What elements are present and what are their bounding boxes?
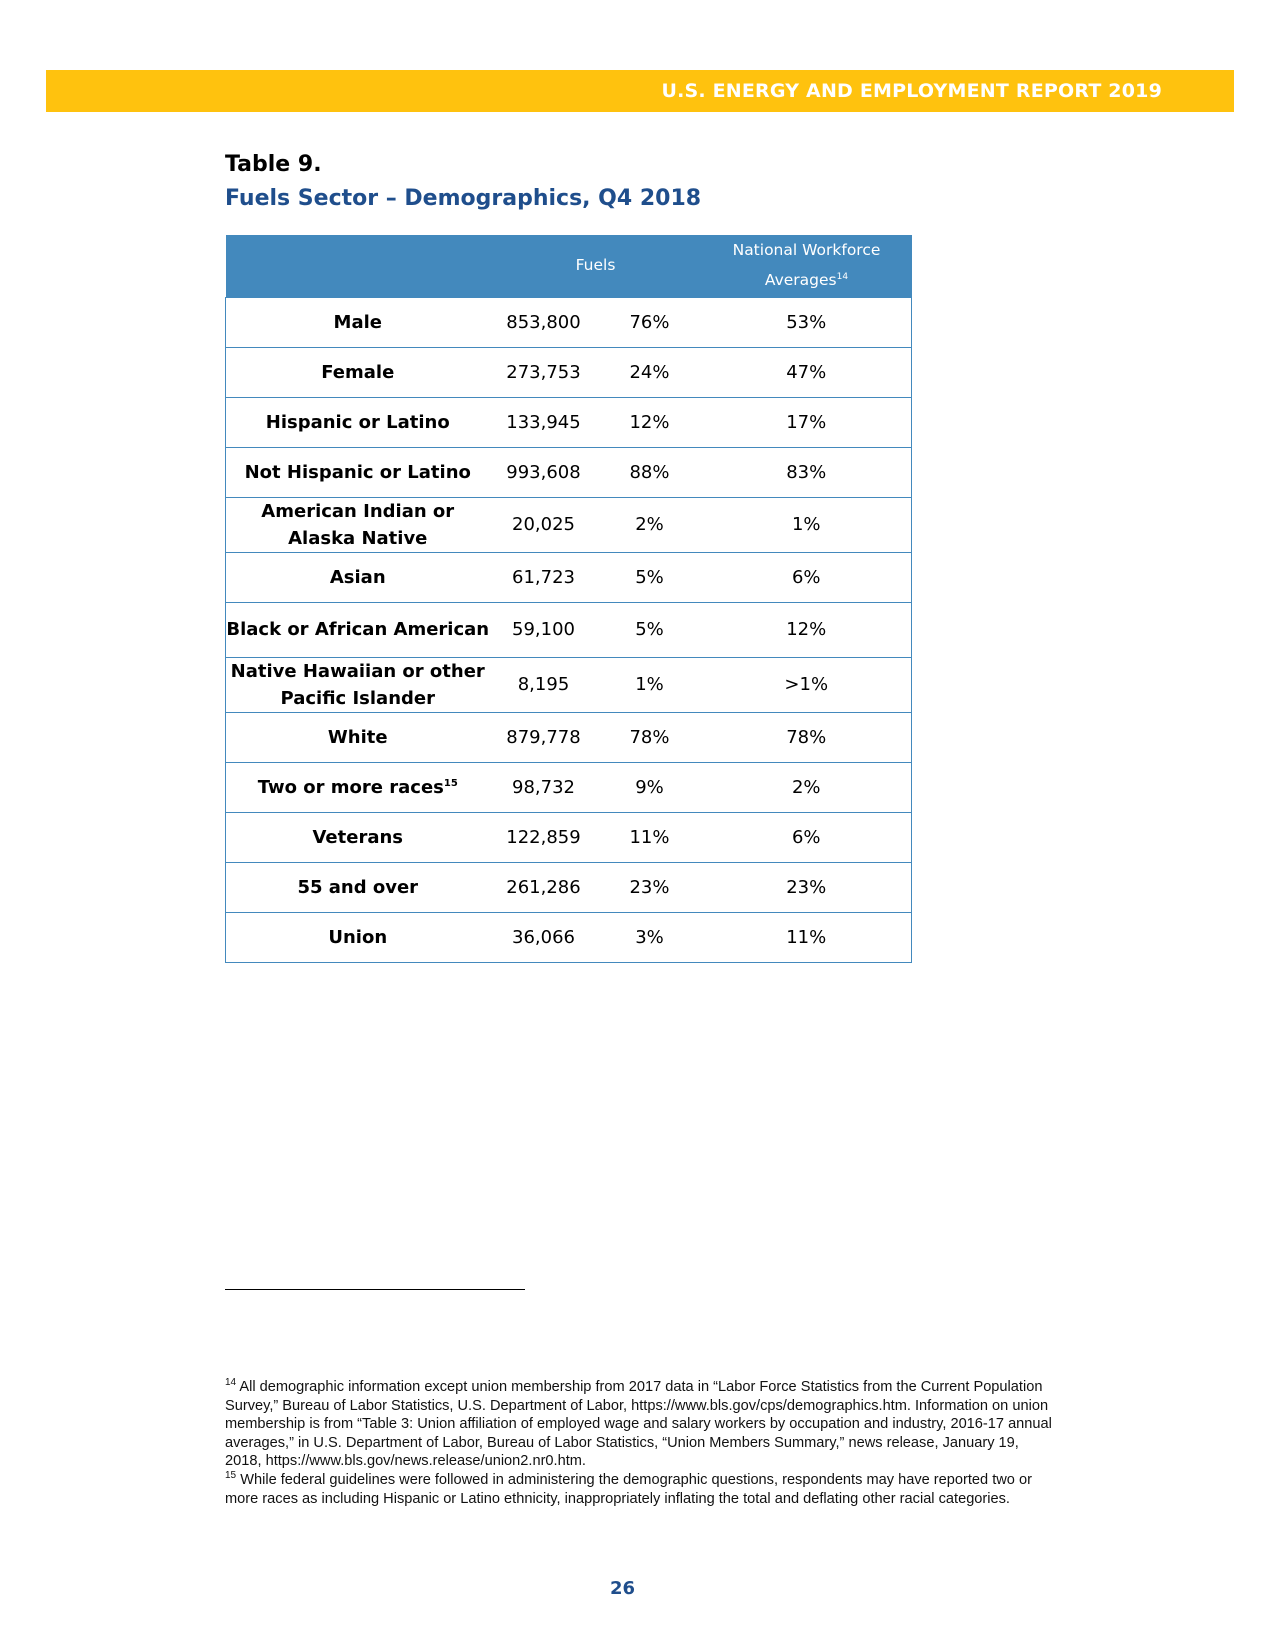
fuels-count: 853,800 (490, 297, 598, 347)
header-national-line2: Averages (764, 271, 837, 290)
row-label (226, 657, 490, 712)
table-row (226, 397, 912, 447)
report-title: U.S. ENERGY AND EMPLOYMENT REPORT 2019 (661, 80, 1162, 102)
footnote-ref-14: 14 (836, 272, 849, 283)
row-label (226, 712, 490, 762)
fuels-count: 61,723 (490, 552, 598, 602)
national-average: 1% (702, 497, 912, 552)
report-header-banner (46, 70, 1234, 112)
table-row (226, 297, 912, 347)
fuels-percent: 5% (598, 552, 702, 602)
fuels-count: 261,286 (490, 862, 598, 912)
fuels-count: 98,732 (490, 762, 598, 812)
national-average: 2% (702, 762, 912, 812)
row-label (226, 762, 490, 812)
page-number: 26 (609, 1578, 636, 1599)
fuels-count: 36,066 (490, 912, 598, 962)
fuels-percent: 2% (598, 497, 702, 552)
footnote-ref-15: 15 (443, 777, 458, 789)
header-category (226, 235, 490, 297)
row-label-text: Two or more races (257, 776, 444, 798)
table-row (226, 762, 912, 812)
national-average: 47% (702, 347, 912, 397)
table-row (226, 712, 912, 762)
table-body (226, 297, 912, 962)
row-label-text: Black or African American (226, 619, 490, 640)
national-average: >1% (702, 657, 912, 712)
fuels-count: 993,608 (490, 447, 598, 497)
table-row (226, 812, 912, 862)
fuels-percent: 9% (598, 762, 702, 812)
fuels-percent: 1% (598, 657, 702, 712)
footnote-marker: 14 (225, 1377, 237, 1389)
national-average: 11% (702, 912, 912, 962)
footnote-text: While federal guidelines were followed in administering the demographic questions, respondents may have reported two or more races as including Hispanic or Latino ethnicity, inappropriately inflating the total and deflating other racial categories. (225, 1471, 1032, 1507)
row-label-text: Female (321, 361, 395, 383)
fuels-count: 879,778 (490, 712, 598, 762)
row-label-text: Native Hawaiian or other Pacific Islander (230, 660, 485, 709)
header-fuels: Fuels (490, 235, 702, 297)
footnote-15 (225, 1471, 1055, 1508)
fuels-percent: 76% (598, 297, 702, 347)
national-average: 53% (702, 297, 912, 347)
row-label-text: American Indian or Alaska Native (261, 500, 455, 549)
row-label (226, 297, 490, 347)
fuels-percent: 24% (598, 347, 702, 397)
fuels-count: 20,025 (490, 497, 598, 552)
fuels-percent: 88% (598, 447, 702, 497)
row-label-text: Veterans (312, 826, 404, 848)
footnote-marker: 15 (225, 1470, 237, 1482)
table-title: Fuels Sector – Demographics, Q4 2018 (225, 186, 702, 211)
table-number: Table 9. (225, 152, 322, 177)
national-average: 6% (702, 552, 912, 602)
footnote-text: All demographic information except union membership from 2017 data in “Labor Force Statistics from the Current Population Survey,” Bureau of Labor Statistics, U.S. Department of Labor, https://www.bls.gov/cps/demographics.htm. Information on union membership is from “Table 3: Union affiliation of employed wage and salary workers by occupation and industry, 2016-17 annual averages,” in U.S. Department of Labor, Bureau of Labor Statistics, “Union Members Summary,” news release, January 19, 2018, https://www.bls.gov/news.release/union2.nr0.htm. (225, 1379, 1052, 1470)
row-label (226, 447, 490, 497)
table-row (226, 497, 912, 552)
row-label (226, 552, 490, 602)
row-label (226, 347, 490, 397)
fuels-count: 122,859 (490, 812, 598, 862)
national-average: 23% (702, 862, 912, 912)
row-label-text: Hispanic or Latino (265, 411, 450, 433)
fuels-percent: 5% (598, 602, 702, 657)
row-label-text: Union (328, 926, 388, 948)
fuels-count: 8,195 (490, 657, 598, 712)
footnote-divider (225, 1289, 525, 1290)
footnote-14 (225, 1378, 1055, 1471)
fuels-count: 133,945 (490, 397, 598, 447)
fuels-percent: 23% (598, 862, 702, 912)
row-label (226, 862, 490, 912)
row-label (226, 397, 490, 447)
table-row (226, 862, 912, 912)
national-average: 83% (702, 447, 912, 497)
national-average: 12% (702, 602, 912, 657)
row-label (226, 602, 490, 657)
table-row (226, 347, 912, 397)
demographics-table (225, 235, 912, 963)
row-label-text: Not Hispanic or Latino (244, 461, 471, 483)
fuels-percent: 11% (598, 812, 702, 862)
row-label-text: Male (333, 311, 382, 333)
national-average: 78% (702, 712, 912, 762)
national-average: 17% (702, 397, 912, 447)
national-average: 6% (702, 812, 912, 862)
fuels-percent: 78% (598, 712, 702, 762)
footnotes (225, 1378, 1055, 1508)
row-label-text: 55 and over (297, 876, 419, 898)
fuels-percent: 12% (598, 397, 702, 447)
row-label-text: White (327, 726, 388, 748)
table-row (226, 912, 912, 962)
fuels-count: 273,753 (490, 347, 598, 397)
row-label (226, 812, 490, 862)
table-row (226, 657, 912, 712)
table-row (226, 552, 912, 602)
table-row (226, 602, 912, 657)
fuels-count: 59,100 (490, 602, 598, 657)
row-label (226, 497, 490, 552)
fuels-percent: 3% (598, 912, 702, 962)
row-label-text: Asian (329, 566, 386, 588)
row-label (226, 912, 490, 962)
header-national-line1: National Workforce (732, 241, 881, 260)
table-header-row (226, 235, 912, 297)
table-row (226, 447, 912, 497)
header-national-workforce (702, 235, 912, 297)
